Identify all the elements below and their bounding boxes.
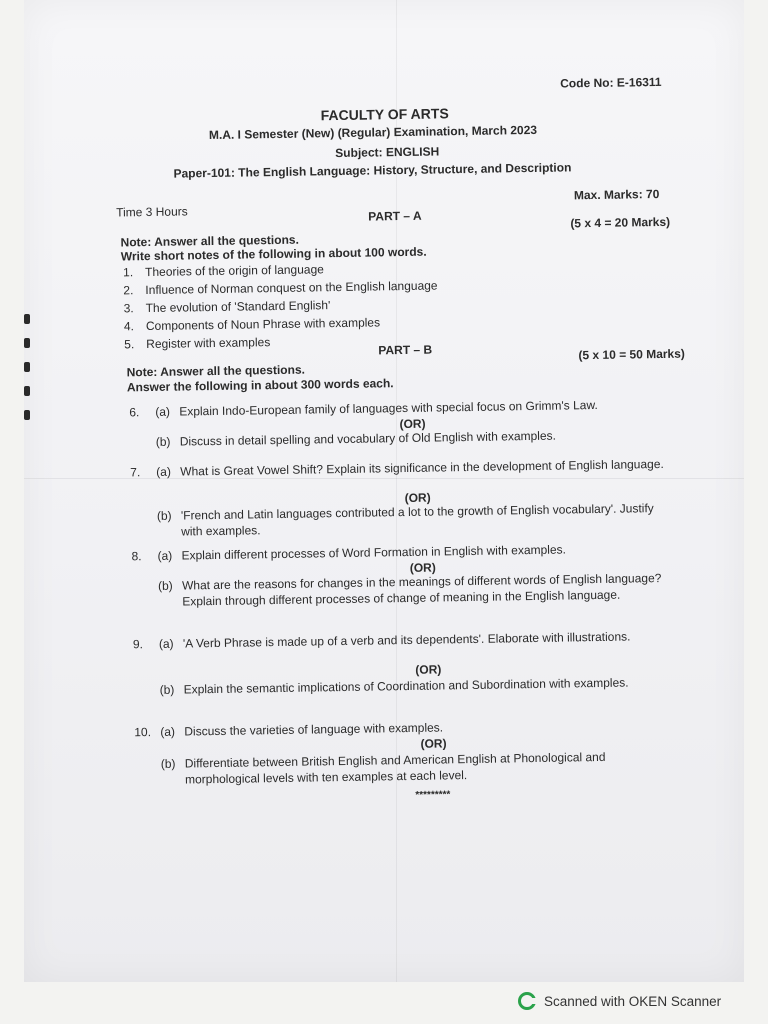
faculty-title: FACULTY OF ARTS <box>320 105 449 124</box>
or-label: (OR) <box>420 736 447 751</box>
or-label: (OR) <box>404 490 431 506</box>
end-mark: ********* <box>415 789 451 801</box>
question-8b: (b) What are the reasons for changes in the meanings of different words of English language? Explain through different processes of change of meaning in the English language. <box>157 570 662 609</box>
code-number: Code No: E-16311 <box>560 74 662 91</box>
part-b-note: Note: Answer all the questions. <box>126 362 305 380</box>
hole-mark <box>24 314 30 324</box>
or-label: (OR) <box>415 662 442 677</box>
or-label: (OR) <box>409 560 436 575</box>
part-b-title: PART – B <box>378 342 433 358</box>
list-item: 4. Components of Noun Phrase with examples <box>123 315 381 334</box>
question-9a: 9. (a) 'A Verb Phrase is made up of a verb and its dependents'. Elaborate with illustrations. <box>132 629 631 652</box>
question-7b: (b) 'French and Latin languages contributed a lot to the growth of English vocabulary'. Justify with examples. <box>156 501 654 539</box>
hole-mark <box>24 338 30 348</box>
time-allowed: Time 3 Hours <box>116 204 188 220</box>
paper-title: Paper-101: The English Language: History, Structure, and Description <box>173 160 572 181</box>
exam-title: M.A. I Semester (New) (Regular) Examination, March 2023 <box>208 122 538 143</box>
part-a-note: Note: Answer all the questions. <box>120 232 299 250</box>
question-10b: (b) Differentiate between British English and American English at Phonological and morphological levels with ten examples at each level. <box>160 749 606 787</box>
list-item: 1. Theories of the origin of language <box>122 262 324 280</box>
scanner-watermark <box>518 990 721 1012</box>
list-item: 2. Influence of Norman conquest on the English language <box>123 278 438 298</box>
hole-mark <box>24 410 30 420</box>
question-8a: 8. (a) Explain different processes of Word Formation in English with examples. <box>131 542 567 564</box>
question-10a: 10. (a) Discuss the varieties of language with examples. <box>134 720 444 740</box>
question-9b: (b) Explain the semantic implications of Coordination and Subordination with examples. <box>159 675 629 697</box>
part-b-instruction: Answer the following in about 300 words each. <box>126 376 394 395</box>
part-b-marks: (5 x 10 = 50 Marks) <box>578 346 685 363</box>
question-7a: 7. (a) What is Great Vowel Shift? Explain its significance in the development of English language. <box>130 456 664 480</box>
list-item: 5. Register with examples <box>124 335 271 352</box>
subject-title: Subject: ENGLISH <box>335 144 440 161</box>
list-item: 3. The evolution of 'Standard English' <box>123 298 331 316</box>
question-6b: (b) Discuss in detail spelling and vocabulary of Old English with examples. <box>155 428 557 449</box>
hole-mark <box>24 386 30 396</box>
max-marks: Max. Marks: 70 <box>573 186 660 203</box>
question-6a: 6. (a) Explain Indo-European family of languages with special focus on Grimm's Law. <box>129 397 598 420</box>
part-a-instruction: Write short notes of the following in about 100 words. <box>120 244 427 264</box>
hole-mark <box>24 362 30 372</box>
scanner-text: Scanned with OKEN Scanner <box>544 993 722 1009</box>
binder-hole-marks <box>24 300 32 500</box>
part-a-title: PART – A <box>368 208 422 224</box>
oken-logo-icon <box>518 992 536 1010</box>
part-a-marks: (5 x 4 = 20 Marks) <box>570 214 671 231</box>
or-label: (OR) <box>399 416 426 432</box>
